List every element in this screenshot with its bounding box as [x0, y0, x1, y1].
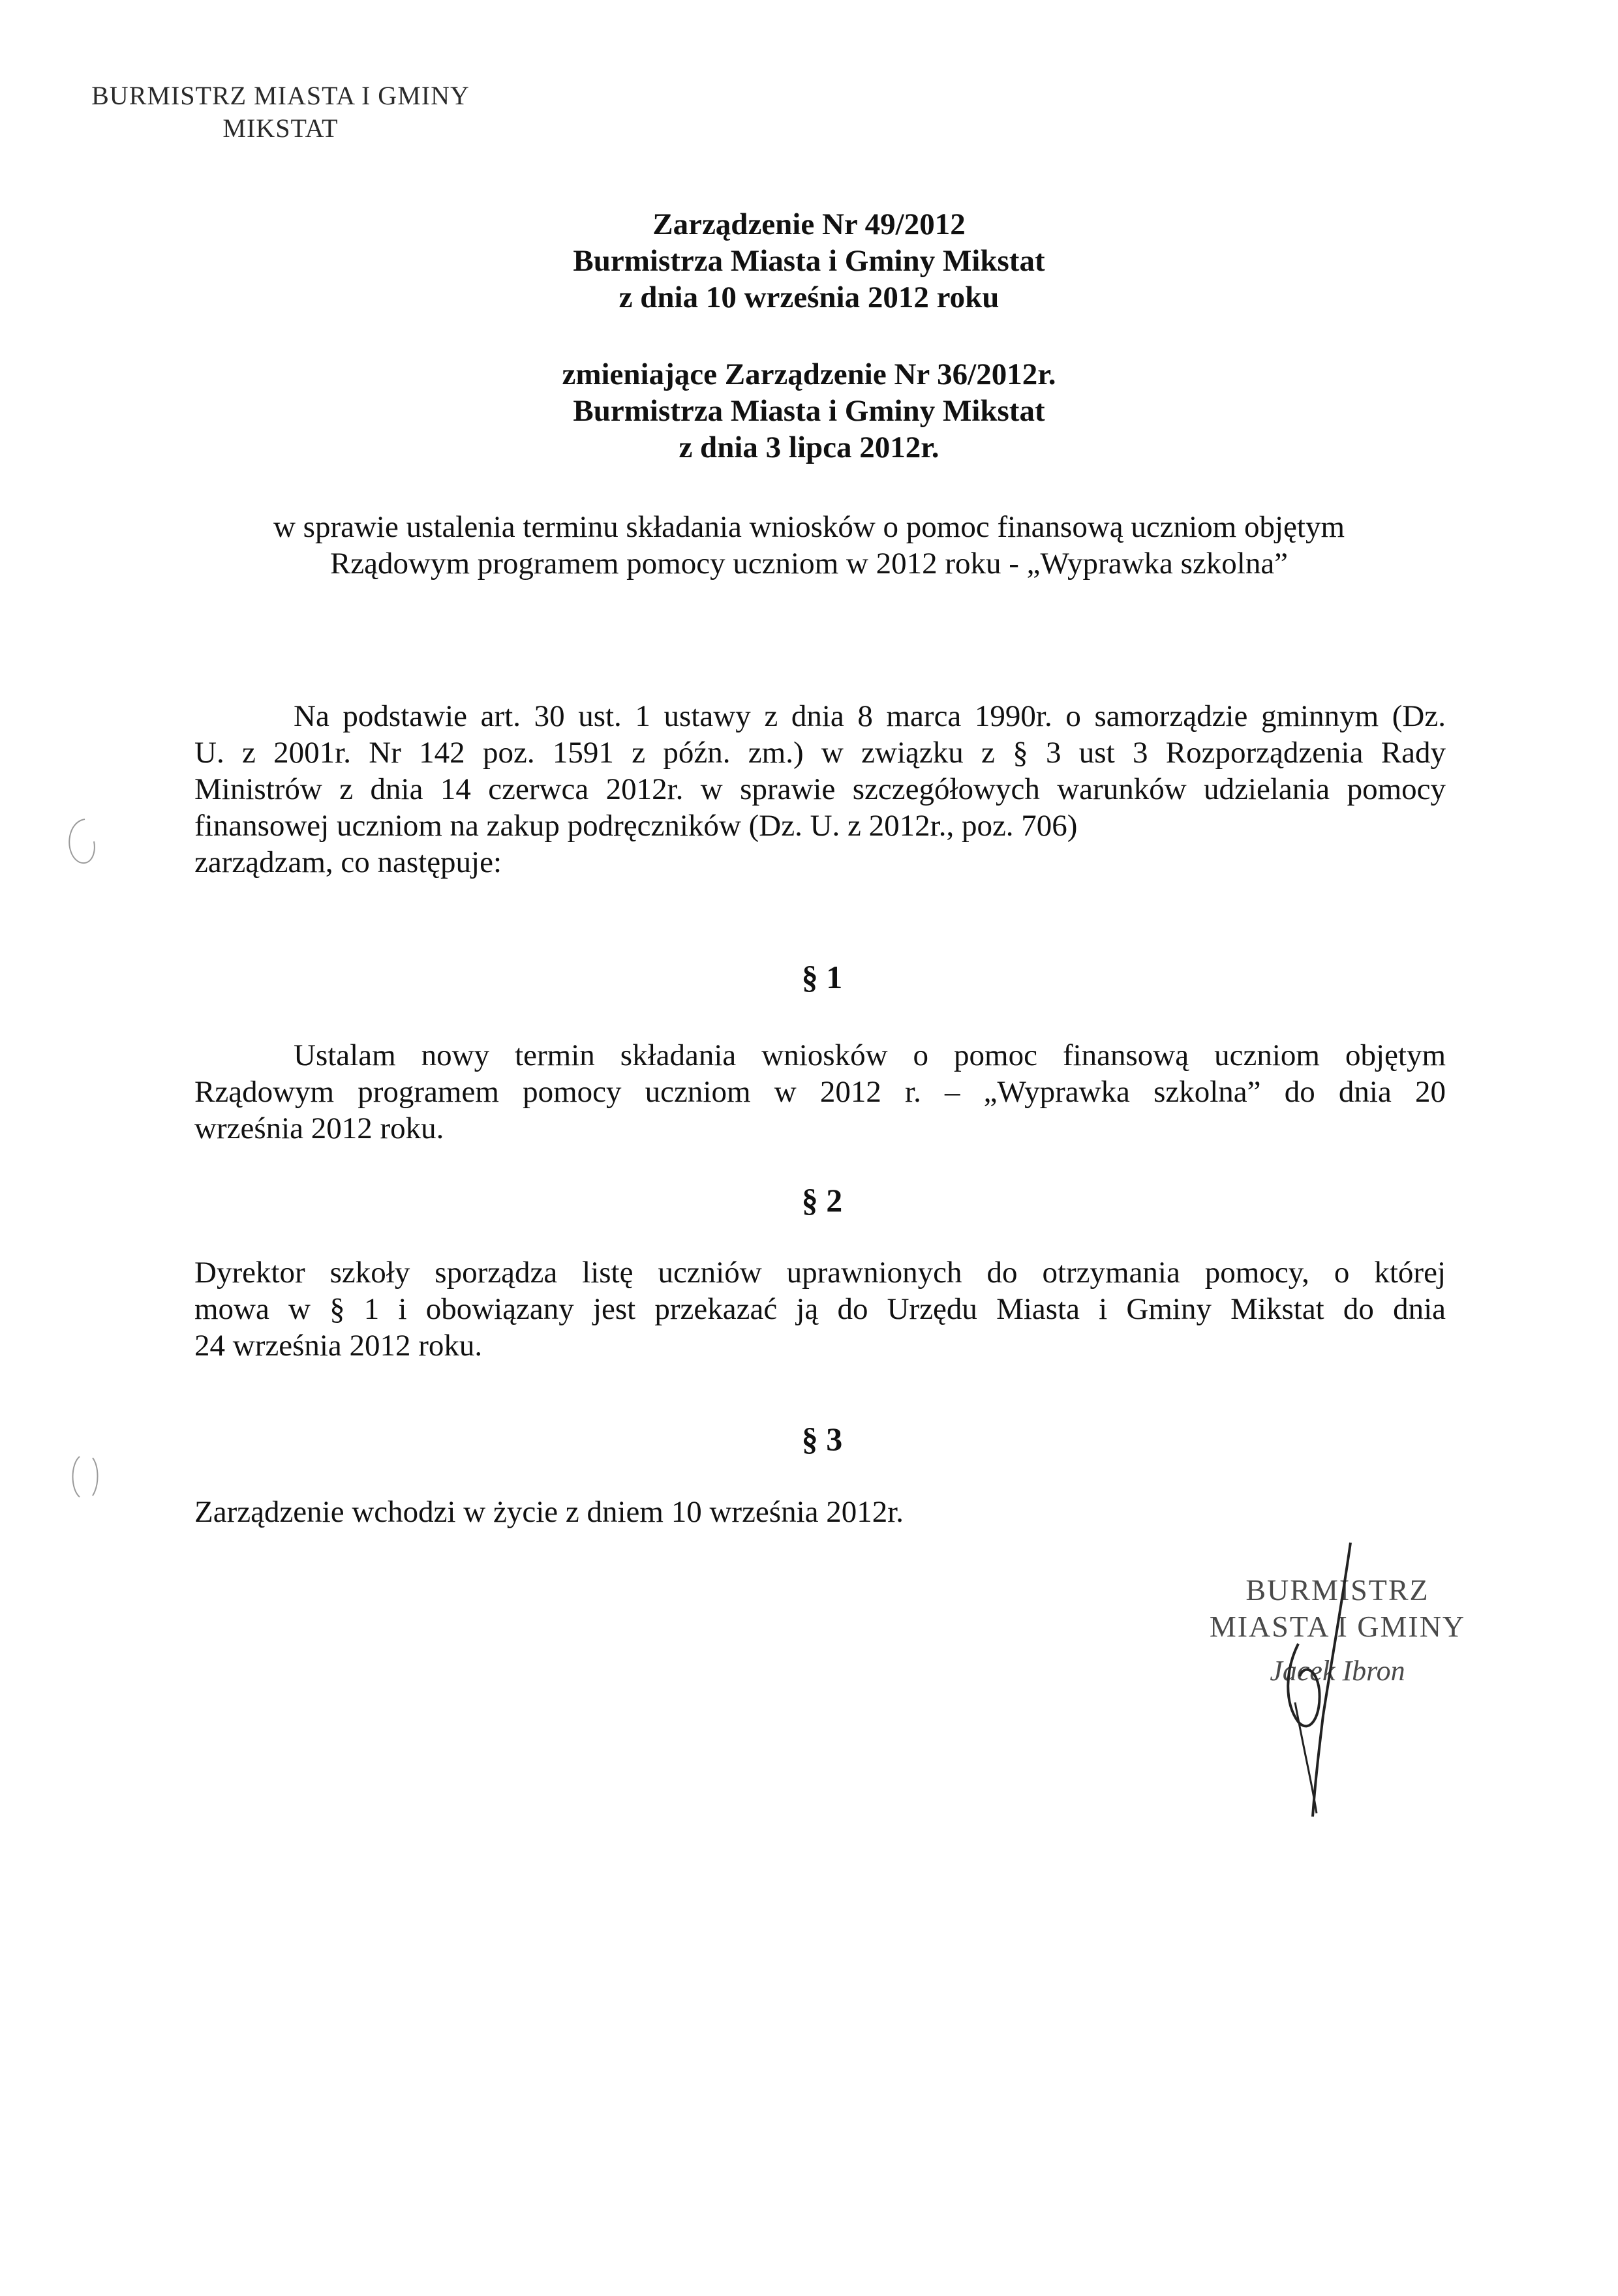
- issuer-stamp: [78, 80, 483, 145]
- title-line-2: Burmistrza Miasta i Gminy Mikstat: [573, 244, 1045, 278]
- amending-title: [0, 356, 1618, 466]
- section-1-paragraph: [194, 1037, 1446, 1147]
- basis-line-3: Ministrów z dnia 14 czerwca 2012r. w sprawie szczegółowych warunków udzielania pomocy: [194, 772, 1446, 806]
- punch-hole-mark: [65, 1451, 104, 1503]
- basis-line-1: Na podstawie art. 30 ust. 1 ustawy z dnia 8 marca 1990r. o samorządzie gminnym (Dz.: [294, 699, 1446, 733]
- basis-line-4: finansowej uczniom na zakup podręczników (Dz. U. z 2012r., poz. 706): [194, 809, 1078, 843]
- section-1-line-2: Rządowym programem pomocy uczniom w 2012 r. – „Wyprawka szkolna” do dnia 20: [194, 1075, 1446, 1109]
- issuer-stamp-line-2: MIKSTAT: [222, 113, 339, 143]
- issuer-stamp-line-1: BURMISTRZ MIASTA I GMINY: [91, 81, 470, 110]
- amending-line-2: Burmistrza Miasta i Gminy Mikstat: [573, 394, 1045, 428]
- document-subject: [0, 509, 1618, 582]
- amending-line-3: z dnia 3 lipca 2012r.: [679, 430, 939, 464]
- legal-basis-paragraph: [194, 698, 1446, 881]
- title-line-1: Zarządzenie Nr 49/2012: [652, 207, 966, 241]
- signature-stamp-line-1: BURMISTRZ: [1245, 1573, 1429, 1607]
- basis-line-2: U. z 2001r. Nr 142 poz. 1591 z późn. zm.) w związku z § 3 ust 3 Rozporządzenia Rady: [194, 736, 1446, 770]
- document-title: [0, 206, 1618, 316]
- section-2-paragraph: [194, 1254, 1446, 1364]
- subject-line-1: w sprawie ustalenia terminu składania wniosków o pomoc finansową uczniom objętym: [273, 510, 1345, 544]
- section-3-paragraph: [194, 1494, 1446, 1530]
- amending-line-1: zmieniające Zarządzenie Nr 36/2012r.: [562, 357, 1056, 391]
- section-1-line-1: Ustalam nowy termin składania wniosków o pomoc finansową uczniom objętym: [294, 1038, 1446, 1072]
- punch-hole-mark: [60, 815, 99, 868]
- handwritten-signature: [1259, 1539, 1370, 1820]
- section-1-line-3: września 2012 roku.: [194, 1111, 444, 1145]
- section-3-line-1: Zarządzenie wchodzi w życie z dniem 10 września 2012r.: [194, 1495, 904, 1529]
- title-line-3: z dnia 10 września 2012 roku: [618, 280, 1000, 314]
- section-2-mark: § 2: [801, 1182, 843, 1218]
- section-1-mark: § 1: [801, 959, 843, 995]
- section-2-line-2: mowa w § 1 i obowiązany jest przekazać ją do Urzędu Miasta i Gminy Mikstat do dnia: [194, 1292, 1446, 1326]
- section-3-mark: § 3: [801, 1421, 843, 1457]
- section-2-line-1: Dyrektor szkoły sporządza listę uczniów uprawnionych do otrzymania pomocy, o której: [194, 1256, 1446, 1290]
- signatory-name: Jacek Ibron: [1270, 1655, 1405, 1687]
- signature-stamp-line-2: MIASTA I GMINY: [1209, 1610, 1466, 1643]
- basis-line-5: zarządzam, co następuje:: [194, 845, 502, 879]
- subject-line-2: Rządowym programem pomocy uczniom w 2012 roku - „Wyprawka szkolna”: [329, 547, 1289, 581]
- section-2-line-3: 24 września 2012 roku.: [194, 1329, 483, 1363]
